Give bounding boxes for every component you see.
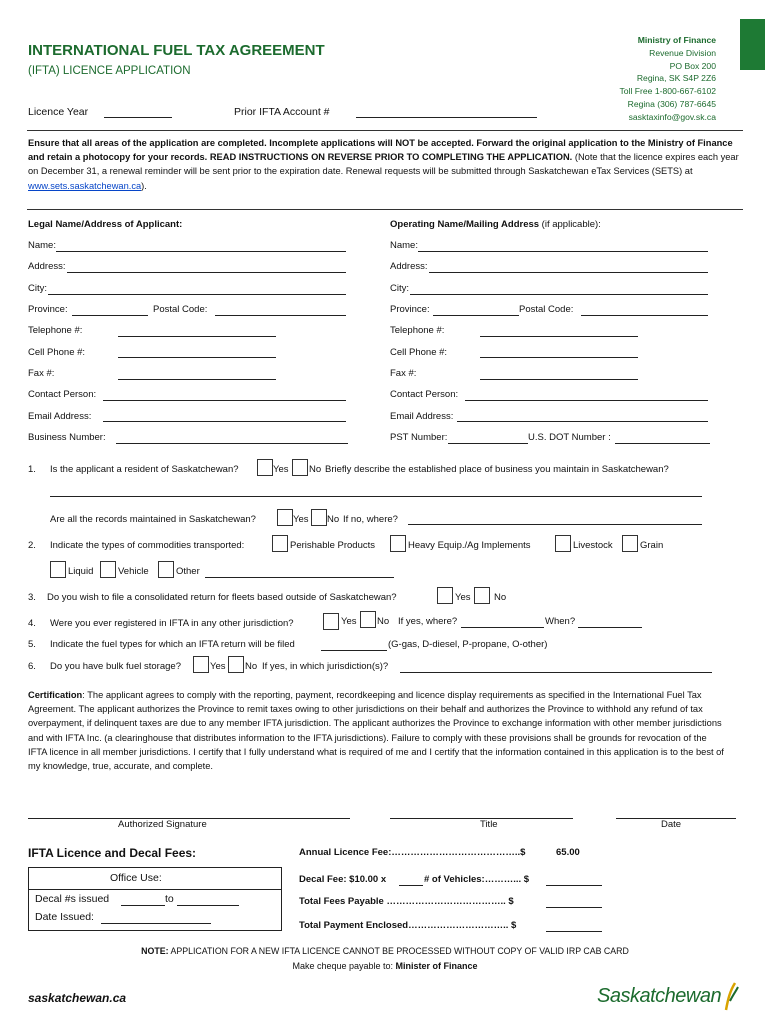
q3-text: Do you wish to file a consolidated return for fleets based outside of Saskatchewan?	[47, 592, 397, 603]
total-payable-field[interactable]	[546, 907, 602, 908]
op-city-field[interactable]	[410, 294, 708, 295]
op-cell-field[interactable]	[480, 357, 638, 358]
decals-issued-label: Decal #s issued	[35, 893, 110, 905]
annual-fee-label: Annual Licence Fee:…………………………………..$	[299, 847, 526, 858]
heavy-equip-checkbox[interactable]	[390, 535, 406, 552]
licence-year-field[interactable]	[104, 117, 172, 118]
q4-when-label: When?	[545, 616, 576, 627]
decals-to-label: to	[165, 893, 174, 905]
q3-no-checkbox[interactable]	[474, 587, 490, 604]
q4-no-checkbox[interactable]	[360, 611, 376, 628]
op-fax-field[interactable]	[480, 379, 638, 380]
op-province-label: Province:	[390, 304, 430, 315]
op-address-label: Address:	[390, 261, 428, 272]
op-postal-label: Postal Code:	[519, 304, 574, 315]
vehicles-label: # of Vehicles:………... $	[424, 874, 530, 885]
q6-jurisdiction-field[interactable]	[400, 672, 712, 673]
q4-where-label: If yes, where?	[398, 616, 458, 627]
q1-no-checkbox[interactable]	[292, 459, 308, 476]
legal-province-label: Province:	[28, 304, 68, 315]
livestock-label: Livestock	[573, 540, 613, 551]
annual-fee-value: 65.00	[556, 847, 580, 858]
op-province-field[interactable]	[433, 315, 519, 316]
q1-number: 1.	[28, 464, 36, 475]
date-issued-label: Date Issued:	[35, 911, 94, 923]
date-issued-field[interactable]	[101, 923, 211, 924]
q1b-yes-checkbox[interactable]	[277, 509, 293, 526]
vehicle-checkbox[interactable]	[100, 561, 116, 578]
ministry-city: Regina, SK S4P 2Z6	[636, 73, 716, 84]
q4-no-label: No	[377, 616, 390, 627]
saskatchewan-logo: Saskatchewan	[597, 985, 722, 1007]
decals-to-field[interactable]	[177, 905, 239, 906]
other-checkbox[interactable]	[158, 561, 174, 578]
legal-email-label: Email Address:	[28, 411, 92, 422]
cheque-payee: Minister of Finance	[395, 961, 478, 971]
pst-number-field[interactable]	[448, 443, 528, 444]
signature-label: Authorized Signature	[118, 819, 207, 830]
decal-fee-field[interactable]	[546, 885, 602, 886]
op-telephone-label: Telephone #:	[390, 325, 445, 336]
divider	[27, 209, 743, 210]
footer-note	[0, 946, 770, 956]
op-address-field[interactable]	[429, 272, 708, 273]
ministry-email[interactable]: sasktaxinfo@gov.sk.ca	[628, 111, 716, 122]
total-enclosed-field[interactable]	[546, 931, 602, 932]
decal-count-field[interactable]	[399, 885, 423, 886]
legal-fax-label: Fax #:	[28, 368, 55, 379]
prior-account-field[interactable]	[356, 117, 537, 118]
op-cell-label: Cell Phone #:	[390, 347, 448, 358]
q5-text: Indicate the fuel types for which an IFTA return will be filed	[50, 639, 295, 650]
q5-number: 5.	[28, 639, 36, 650]
divider	[27, 130, 743, 131]
legal-telephone-field[interactable]	[118, 336, 276, 337]
q3-no-label: No	[494, 592, 507, 603]
q5-legend: (G-gas, D-diesel, P-propane, O-other)	[388, 639, 548, 650]
op-email-field[interactable]	[457, 421, 708, 422]
note-label: NOTE:	[141, 946, 169, 956]
q6-yes-label: Yes	[210, 661, 226, 672]
page-title: INTERNATIONAL FUEL TAX AGREEMENT	[28, 42, 325, 59]
legal-address-field[interactable]	[67, 272, 346, 273]
office-use-box	[28, 867, 282, 931]
operating-heading-text: Operating Name/Mailing Address	[390, 219, 540, 230]
decals-from-field[interactable]	[121, 905, 165, 906]
legal-contact-label: Contact Person:	[28, 389, 97, 400]
q1b-text: Are all the records maintained in Saskatchewan?	[50, 514, 256, 525]
business-number-label: Business Number:	[28, 432, 106, 443]
legal-address-label: Address:	[28, 261, 66, 272]
legal-postal-label: Postal Code:	[153, 304, 208, 315]
op-contact-label: Contact Person:	[390, 389, 459, 400]
other-label: Other	[176, 566, 200, 577]
legal-province-field[interactable]	[72, 315, 148, 316]
op-name-field[interactable]	[418, 251, 708, 252]
q1b-no-label: No	[327, 514, 340, 525]
q2-number: 2.	[28, 540, 36, 551]
op-contact-field[interactable]	[465, 400, 708, 401]
operating-heading	[390, 219, 601, 230]
cheque-label: Make cheque payable to:	[292, 961, 396, 971]
wheat-logo-icon	[722, 981, 740, 1011]
heavy-equip-label: Heavy Equip./Ag Implements	[408, 540, 531, 551]
q1b-yes-label: Yes	[293, 514, 309, 525]
op-postal-field[interactable]	[581, 315, 708, 316]
usdot-field[interactable]	[615, 443, 710, 444]
business-number-field[interactable]	[116, 443, 348, 444]
q1-describe-field[interactable]	[50, 496, 702, 497]
q6-no-checkbox[interactable]	[228, 656, 244, 673]
website-text[interactable]: saskatchewan.ca	[28, 991, 127, 1005]
q1b-where-label: If no, where?	[343, 514, 398, 525]
legal-postal-field[interactable]	[215, 315, 346, 316]
liquid-label: Liquid	[68, 566, 94, 577]
op-email-label: Email Address:	[390, 411, 454, 422]
decal-fee-label: Decal Fee: $10.00 x	[299, 874, 387, 885]
q3-number: 3.	[28, 592, 36, 603]
livestock-checkbox[interactable]	[555, 535, 571, 552]
ministry-phone: Regina (306) 787-6645	[627, 98, 716, 109]
instructions-note: (Note that the licence expires each year on December 31, a renewal reminder will be sent prior to the expiration date. Renewal requests will be submitted through Saskatchewan eTax Services (SETS) at	[28, 152, 739, 177]
title-label: Title	[480, 819, 498, 830]
q6-jurisdiction-label: If yes, in which jurisdiction(s)?	[262, 661, 389, 672]
op-fax-label: Fax #:	[390, 368, 417, 379]
q4-number: 4.	[28, 618, 36, 629]
legal-name-field[interactable]	[56, 251, 346, 252]
op-name-label: Name:	[390, 240, 418, 251]
q1b-where-field[interactable]	[408, 524, 702, 525]
page-subtitle: (IFTA) LICENCE APPLICATION	[28, 65, 191, 77]
q6-no-label: No	[245, 661, 258, 672]
legal-cell-label: Cell Phone #:	[28, 347, 86, 358]
office-use-label: Office Use:	[110, 872, 162, 884]
op-city-label: City:	[390, 283, 409, 294]
legal-city-field[interactable]	[48, 294, 346, 295]
instructions-bold: Ensure that all areas of the application are completed. Incomplete applications will NOT be accepted. Forward the original application to the Ministry of Finance and retain a photocopy for your records. READ INSTRUCTIONS ON REVERSE PRIOR TO COMPLETING THE APPLICATION.	[28, 138, 733, 163]
instructions	[28, 136, 744, 193]
certification	[28, 688, 728, 773]
q1b-no-checkbox[interactable]	[311, 509, 327, 526]
other-field[interactable]	[205, 577, 394, 578]
q3-yes-label: Yes	[455, 592, 471, 603]
vehicle-label: Vehicle	[118, 566, 149, 577]
legal-name-label: Name:	[28, 240, 56, 251]
q1-no-label: No	[309, 464, 322, 475]
fees-heading: IFTA Licence and Decal Fees:	[28, 846, 197, 860]
ministry-tollfree: Toll Free 1-800-667-6102	[619, 86, 716, 97]
q6-yes-checkbox[interactable]	[193, 656, 209, 673]
operating-heading-note: (if applicable):	[539, 219, 601, 230]
q4-text: Were you ever registered in IFTA in any other jurisdiction?	[50, 618, 294, 629]
q6-text: Do you have bulk fuel storage?	[50, 661, 181, 672]
ministry-pobox: PO Box 200	[669, 60, 716, 71]
q2-text: Indicate the types of commodities transported:	[50, 540, 245, 551]
q1-describe-text: Briefly describe the established place of business you maintain in Saskatchewan?	[325, 464, 669, 475]
legal-contact-field[interactable]	[103, 400, 346, 401]
prior-account-label: Prior IFTA Account #	[234, 106, 330, 118]
q4-where-field[interactable]	[461, 627, 544, 628]
op-telephone-field[interactable]	[480, 336, 638, 337]
sets-link[interactable]: www.sets.saskatchewan.ca	[28, 180, 142, 191]
ministry-division: Revenue Division	[649, 47, 716, 58]
certification-label: Certification	[28, 690, 83, 700]
legal-fax-field[interactable]	[118, 379, 276, 380]
office-use-divider	[29, 889, 281, 890]
date-label: Date	[661, 819, 682, 830]
q1-text: Is the applicant a resident of Saskatchewan?	[50, 464, 239, 475]
q1-yes-label: Yes	[273, 464, 289, 475]
legal-heading: Legal Name/Address of Applicant:	[28, 219, 183, 230]
legal-email-field[interactable]	[103, 421, 346, 422]
q4-yes-label: Yes	[341, 616, 357, 627]
q1-yes-checkbox[interactable]	[257, 459, 273, 476]
q3-yes-checkbox[interactable]	[437, 587, 453, 604]
instructions-tail: ).	[141, 180, 147, 191]
legal-cell-field[interactable]	[118, 357, 276, 358]
legal-city-label: City:	[28, 283, 47, 294]
note-text: APPLICATION FOR A NEW IFTA LICENCE CANNOT BE PROCESSED WITHOUT COPY OF VALID IRP CAB CARD	[168, 946, 629, 956]
cheque-note	[0, 961, 770, 971]
q4-yes-checkbox[interactable]	[323, 613, 339, 630]
q6-number: 6.	[28, 661, 36, 672]
legal-telephone-label: Telephone #:	[28, 325, 83, 336]
perishable-checkbox[interactable]	[272, 535, 288, 552]
pst-number-label: PST Number:	[390, 432, 448, 443]
total-enclosed-label: Total Payment Enclosed………………………….. $	[299, 920, 517, 931]
q5-fuel-field[interactable]	[321, 650, 387, 651]
usdot-label: U.S. DOT Number :	[528, 432, 611, 443]
liquid-checkbox[interactable]	[50, 561, 66, 578]
licence-year-label: Licence Year	[28, 106, 89, 118]
total-payable-label: Total Fees Payable ……………………………….. $	[299, 896, 514, 907]
q4-when-field[interactable]	[578, 627, 642, 628]
grain-label: Grain	[640, 540, 664, 551]
ministry-name: Ministry of Finance	[637, 35, 716, 45]
ministry-address	[620, 34, 717, 124]
certification-text: : The applicant agrees to comply with the reporting, payment, recordkeeping and licence display requirements as specified in the International Fuel Tax Agreement. The applicant authorizes the Province to remit taxes owing to other jurisdictions on their behalf and authorizes the Province to withhold any refund of tax overpayment, if delinquent taxes are due to any member IFTA jurisdiction. The applicant authorizes the Province to exchange information with other member jurisdictions and with IFTA Inc. (a clearinghouse that distributes information to the IFTA jurisdictions). Failure to comply with these provisions shall be grounds for revocation of the IFTA licence in all member jurisdictions. I certify that I fully understand what is required of me and I certify that the information contained in this application is to the best of my knowledge, true, accurate, and complete.	[28, 690, 724, 772]
grain-checkbox[interactable]	[622, 535, 638, 552]
green-corner-tab	[740, 19, 765, 70]
perishable-label: Perishable Products	[290, 540, 376, 551]
